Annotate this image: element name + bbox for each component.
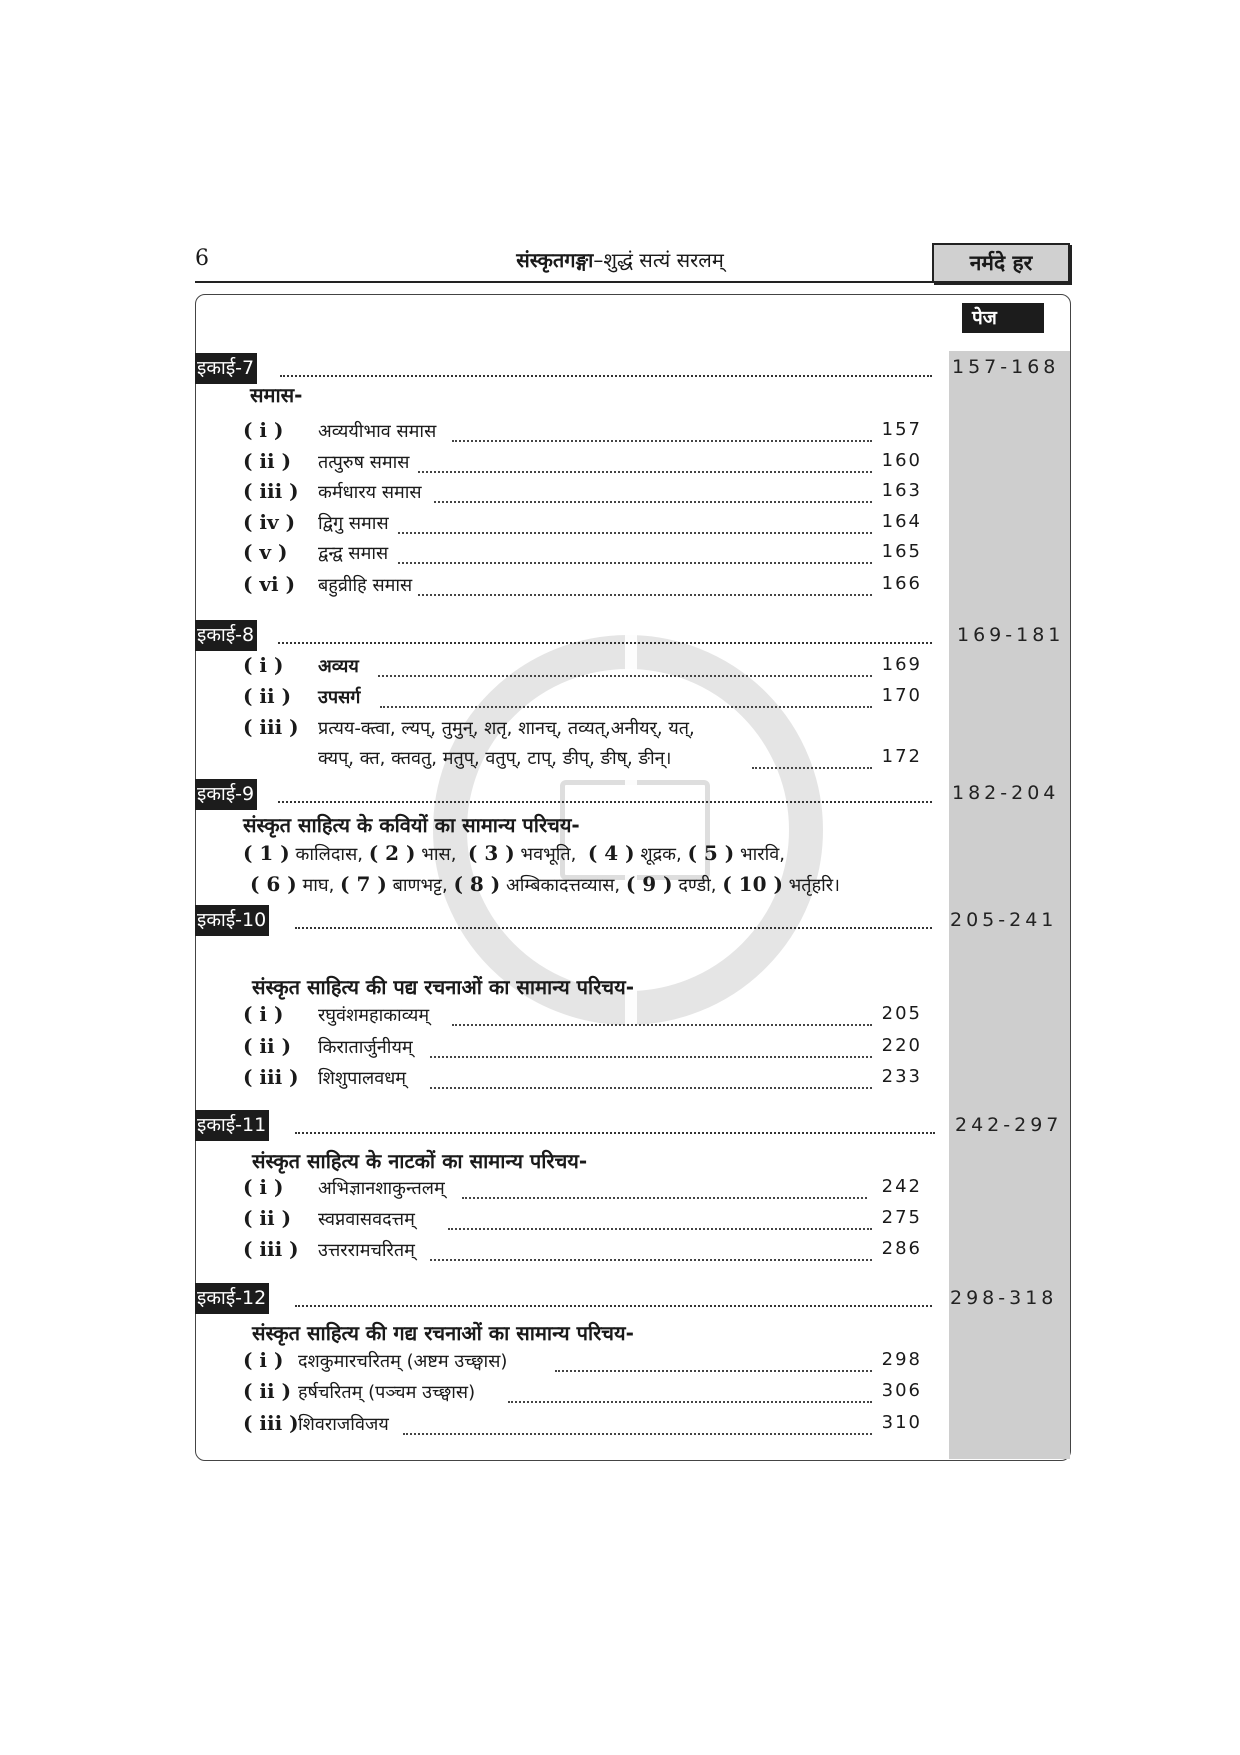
item-page: 306 bbox=[881, 1380, 922, 1401]
unit-heading-11: संस्कृत साहित्य के नाटकों का सामान्य परिचय- bbox=[252, 1149, 588, 1173]
item-title: द्वन्द्व समास bbox=[318, 543, 389, 564]
unit-label-11: इकाई-11 bbox=[195, 1110, 269, 1141]
unit-range-10: 205-241 bbox=[950, 909, 1058, 931]
item-leader-dots bbox=[434, 485, 872, 503]
unit-heading-9: संस्कृत साहित्य के कवियों का सामान्य परिचय- bbox=[243, 813, 580, 837]
poet-number: ( 1 ) bbox=[243, 841, 290, 865]
item-title: द्विगु समास bbox=[318, 513, 389, 534]
item-title: दशकुमारचरितम् (अष्टम उच्छ्वास) bbox=[298, 1351, 508, 1372]
poet-number: ( 9 ) bbox=[625, 872, 673, 896]
poet-name: माघ, bbox=[302, 875, 335, 896]
item-number: ( iii ) bbox=[243, 1237, 299, 1261]
item-leader-dots bbox=[418, 578, 872, 596]
item-leader-dots bbox=[555, 1354, 872, 1372]
item-page: 220 bbox=[881, 1035, 922, 1056]
item-title: हर्षचरितम् (पञ्चम उच्छ्वास) bbox=[298, 1382, 476, 1403]
header-rule bbox=[195, 281, 933, 283]
item-number: ( ii ) bbox=[243, 449, 292, 473]
unit-label-12: इकाई-12 bbox=[195, 1283, 269, 1314]
item-page: 310 bbox=[881, 1412, 922, 1433]
item-title: अव्यय bbox=[318, 656, 359, 677]
unit-leader-dots bbox=[295, 907, 932, 929]
item-title: शिवराजविजय bbox=[298, 1414, 389, 1435]
unit-leader-dots bbox=[280, 355, 932, 377]
poet-name: अम्बिकादत्तव्यास, bbox=[505, 875, 621, 896]
item-page: 242 bbox=[881, 1176, 922, 1197]
item-number: ( iii ) bbox=[243, 479, 299, 503]
unit-range-8: 169-181 bbox=[957, 624, 1065, 646]
unit-leader-dots bbox=[295, 1285, 932, 1307]
item-leader-dots bbox=[418, 455, 872, 473]
item-leader-dots bbox=[430, 1040, 872, 1058]
item-number: ( i ) bbox=[243, 1348, 284, 1372]
unit-heading-10: संस्कृत साहित्य की पद्य रचनाओं का सामान्य परिचय- bbox=[252, 975, 635, 999]
item-page: 157 bbox=[881, 419, 922, 440]
item-page: 205 bbox=[881, 1003, 922, 1024]
item-leader-dots bbox=[380, 690, 872, 708]
poet-name: भारवि, bbox=[739, 844, 786, 865]
item-page: 165 bbox=[881, 541, 922, 562]
unit-range-9: 182-204 bbox=[952, 782, 1060, 804]
poet-name: भास, bbox=[421, 844, 457, 865]
item-page: 163 bbox=[881, 480, 922, 501]
item-number: ( ii ) bbox=[243, 1034, 292, 1058]
poet-name: शूद्रक, bbox=[640, 844, 682, 865]
item-title: उपसर्ग bbox=[318, 687, 361, 708]
item-number: ( i ) bbox=[243, 1175, 284, 1199]
item-number: ( v ) bbox=[243, 540, 288, 564]
item-number: ( iii ) bbox=[243, 1065, 299, 1089]
poet-name: बाणभट्ट, bbox=[392, 875, 448, 896]
item-number: ( vi ) bbox=[243, 572, 296, 596]
poet-number: ( 7 ) bbox=[340, 872, 387, 896]
item-number: ( i ) bbox=[243, 1002, 284, 1026]
item-number: ( i ) bbox=[243, 418, 284, 442]
item-leader-dots bbox=[452, 424, 872, 442]
item-title: शिशुपालवधम् bbox=[318, 1068, 407, 1089]
item-leader-dots bbox=[448, 1212, 872, 1230]
unit-leader-dots bbox=[278, 781, 932, 803]
item-page: 170 bbox=[881, 685, 922, 706]
item-page: 172 bbox=[881, 746, 922, 767]
item-title: प्रत्यय-क्त्वा, ल्यप्, तुमुन्, शतृ, शानच्, तव्यत्,अनीयर्, यत्, bbox=[318, 718, 695, 739]
poet-name: कालिदास, bbox=[295, 844, 363, 865]
unit-label-10: इकाई-10 bbox=[195, 905, 269, 936]
item-leader-dots bbox=[378, 659, 872, 677]
item-leader-dots bbox=[452, 1008, 872, 1026]
unit-range-12: 298-318 bbox=[950, 1287, 1058, 1309]
item-number: ( iv ) bbox=[243, 510, 296, 534]
item-page: 286 bbox=[881, 1238, 922, 1259]
item-title: किरातार्जुनीयम् bbox=[318, 1037, 413, 1058]
unit-range-11: 242-297 bbox=[955, 1114, 1063, 1136]
item-page: 160 bbox=[881, 450, 922, 471]
brand-box: नर्मदे हर bbox=[932, 243, 1070, 283]
item-leader-dots bbox=[403, 1417, 872, 1435]
item-title: उत्तररामचरितम् bbox=[318, 1240, 415, 1261]
item-page: 275 bbox=[881, 1207, 922, 1228]
page-column-label: पेज bbox=[962, 303, 1044, 333]
poet-number: ( 6 ) bbox=[250, 872, 297, 896]
poet-name: दण्डी, bbox=[678, 875, 717, 896]
item-number: ( ii ) bbox=[243, 684, 292, 708]
item-page: 164 bbox=[881, 511, 922, 532]
item-leader-dots bbox=[462, 1181, 867, 1199]
item-title: रघुवंशमहाकाव्यम् bbox=[318, 1005, 430, 1026]
item-title: अव्ययीभाव समास bbox=[318, 421, 437, 442]
poet-name: भर्तृहरि। bbox=[788, 875, 840, 896]
poet-number: ( 10 ) bbox=[722, 872, 783, 896]
running-title-rest: –शुद्धं सत्यं सरलम् bbox=[593, 248, 724, 272]
item-page: 298 bbox=[881, 1349, 922, 1370]
poet-number: ( 4 ) bbox=[587, 841, 635, 865]
poets-line-2 bbox=[250, 872, 840, 897]
poet-number: ( 2 ) bbox=[368, 841, 416, 865]
poet-name: भवभूति, bbox=[520, 844, 577, 865]
item-leader-dots bbox=[430, 1243, 872, 1261]
item-number: ( ii ) bbox=[243, 1206, 292, 1230]
item-page: 233 bbox=[881, 1066, 922, 1087]
running-title-bold: संस्कृतगङ्गा bbox=[516, 248, 594, 272]
item-title: स्वप्नवासवदत्तम् bbox=[318, 1209, 415, 1230]
unit-range-7: 157-168 bbox=[952, 356, 1060, 378]
poets-line-1 bbox=[243, 841, 785, 866]
unit-leader-dots bbox=[295, 1112, 935, 1134]
item-number: ( ii ) bbox=[243, 1379, 292, 1403]
item-leader-dots bbox=[430, 1071, 872, 1089]
poet-number: ( 8 ) bbox=[453, 872, 501, 896]
item-number: ( iii ) bbox=[243, 1411, 299, 1435]
unit-heading-7: समास- bbox=[250, 383, 303, 407]
item-number: ( iii ) bbox=[243, 715, 299, 739]
unit-heading-12: संस्कृत साहित्य की गद्य रचनाओं का सामान्य परिचय- bbox=[252, 1321, 634, 1345]
unit-leader-dots bbox=[278, 622, 932, 644]
item-leader-dots bbox=[398, 516, 872, 534]
poet-number: ( 5 ) bbox=[687, 841, 735, 865]
item-page: 166 bbox=[881, 573, 922, 594]
unit-label-8: इकाई-8 bbox=[195, 620, 257, 651]
item-leader-dots bbox=[398, 546, 872, 564]
poet-number: ( 3 ) bbox=[467, 841, 515, 865]
item-title: कर्मधारय समास bbox=[318, 482, 422, 503]
item-leader-dots bbox=[508, 1385, 872, 1403]
item-title-continued: क्यप्, क्त, क्तवतु, मतुप्, वतुप्, टाप्, ङीप्, ङीष्, ङीन्। bbox=[318, 748, 672, 769]
item-leader-dots bbox=[752, 751, 872, 769]
unit-label-9: इकाई-9 bbox=[195, 779, 257, 810]
unit-label-7: इकाई-7 bbox=[195, 353, 257, 384]
item-title: तत्पुरुष समास bbox=[318, 452, 410, 473]
page-number: 6 bbox=[195, 246, 209, 271]
item-number: ( i ) bbox=[243, 653, 284, 677]
item-page: 169 bbox=[881, 654, 922, 675]
item-title: अभिज्ञानशाकुन्तलम् bbox=[318, 1178, 445, 1199]
item-title: बहुव्रीहि समास bbox=[318, 575, 413, 596]
